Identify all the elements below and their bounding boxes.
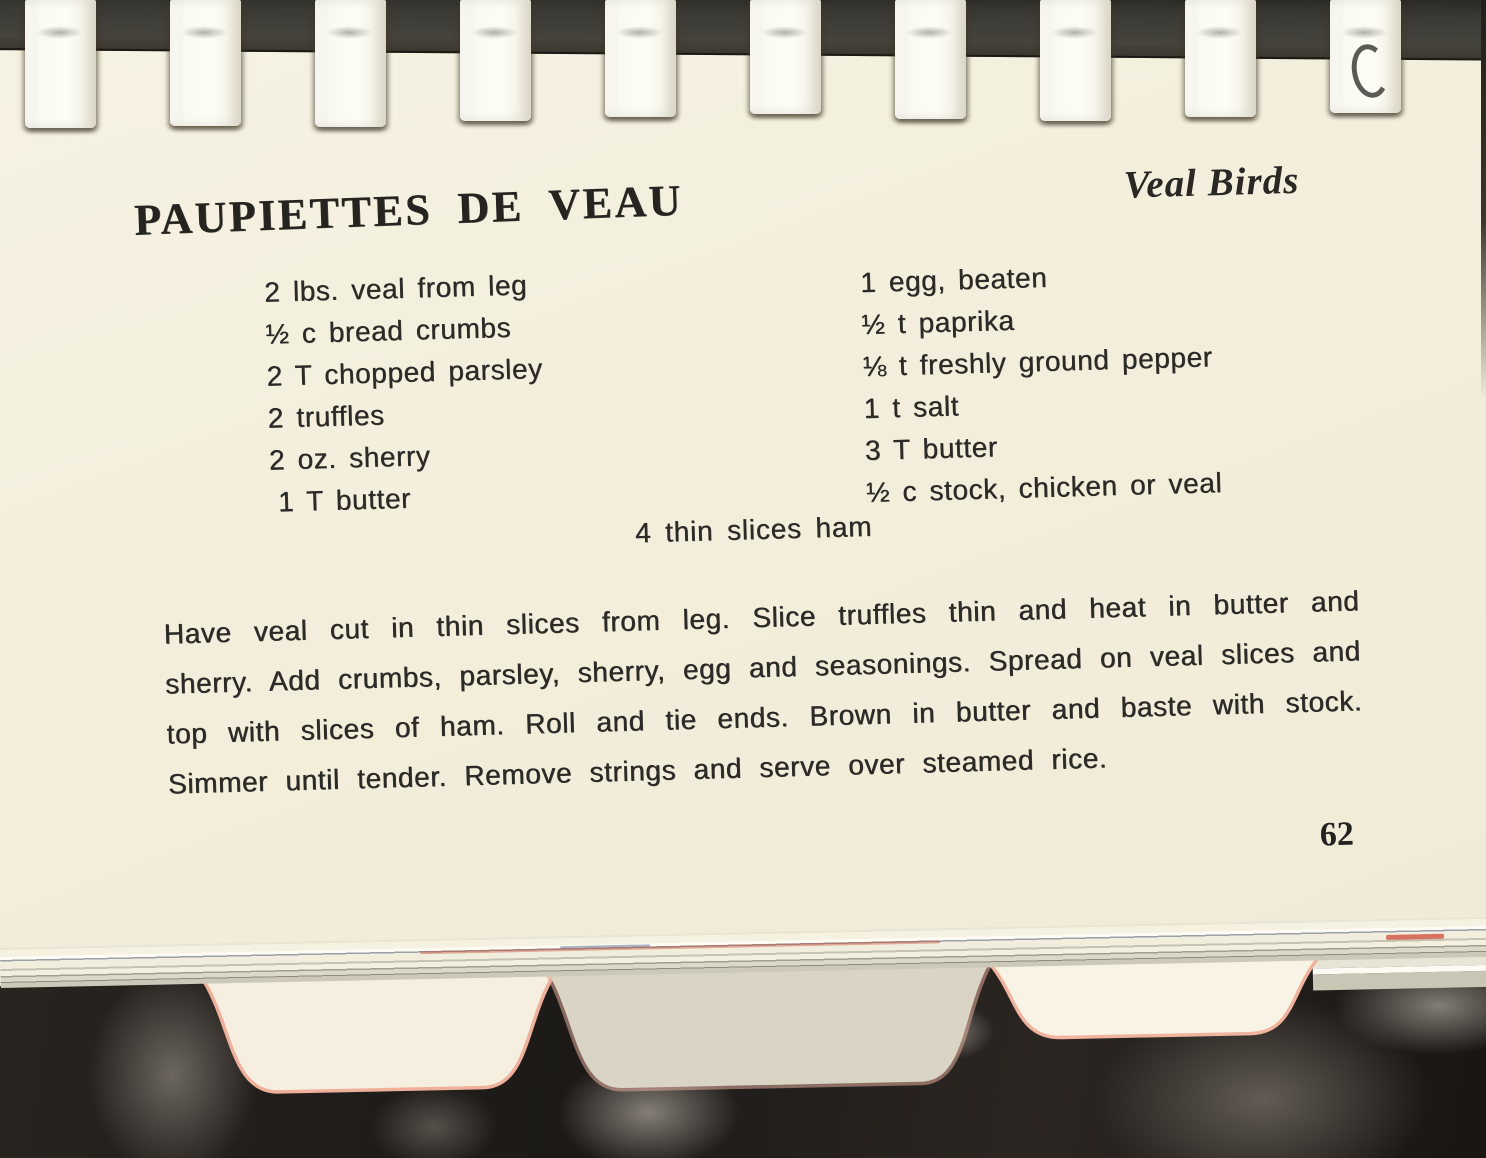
binding-tooth [750, 0, 821, 114]
binding-tooth [170, 0, 241, 126]
ingredient-item: ½ c bread crumbs [265, 311, 512, 350]
ingredient-item: 1 T butter [277, 482, 412, 518]
ingredient-item: ⅛ t freshly ground pepper [862, 341, 1213, 383]
recipe-category: Veal Birds [1123, 158, 1300, 207]
instruction-line: top with slices of ham. Roll and tie ends. Brown in butter and baste with stock. [166, 685, 1363, 750]
binding-tooth [25, 0, 96, 128]
ingredient-item: 3 T butter [864, 431, 999, 467]
binding-tooth [1185, 0, 1256, 117]
ingredient-item: 2 truffles [267, 399, 386, 434]
ingredient-list-right [860, 252, 1223, 514]
instruction-line: sherry. Add crumbs, parsley, sherry, egg and seasonings. Spread on veal slices and [164, 635, 1362, 700]
ingredient-list-left [264, 264, 547, 524]
binding-tooth [315, 0, 386, 127]
ingredient-item: ½ t paprika [860, 304, 1015, 341]
ingredient-item: 2 oz. sherry [268, 440, 431, 476]
binding-tooth [605, 0, 676, 117]
instruction-line: Have veal cut in thin slices from leg. Slice truffles thin and heat in butter and [163, 585, 1360, 650]
ingredient-item: 1 t salt [863, 390, 960, 425]
binding-tooth [895, 0, 966, 119]
ingredient-item: 1 egg, beaten [859, 261, 1048, 299]
binding-tooth [460, 0, 531, 121]
ingredient-item: ½ c stock, chicken or veal [865, 467, 1223, 509]
ingredient-item: 2 T chopped parsley [266, 352, 544, 392]
ingredient-item-center: 4 thin slices ham [634, 510, 873, 549]
binding-tooth [1040, 0, 1111, 121]
page-number: 62 [1319, 815, 1355, 854]
instruction-line: Simmer until tender. Remove strings and serve over steamed rice. [167, 742, 1108, 800]
ingredient-item: 2 lbs. veal from leg [263, 269, 528, 308]
instructions [163, 576, 1364, 809]
page-edge-shadow [1481, 0, 1486, 400]
recipe-title: PAUPIETTES DE VEAU [133, 175, 684, 245]
